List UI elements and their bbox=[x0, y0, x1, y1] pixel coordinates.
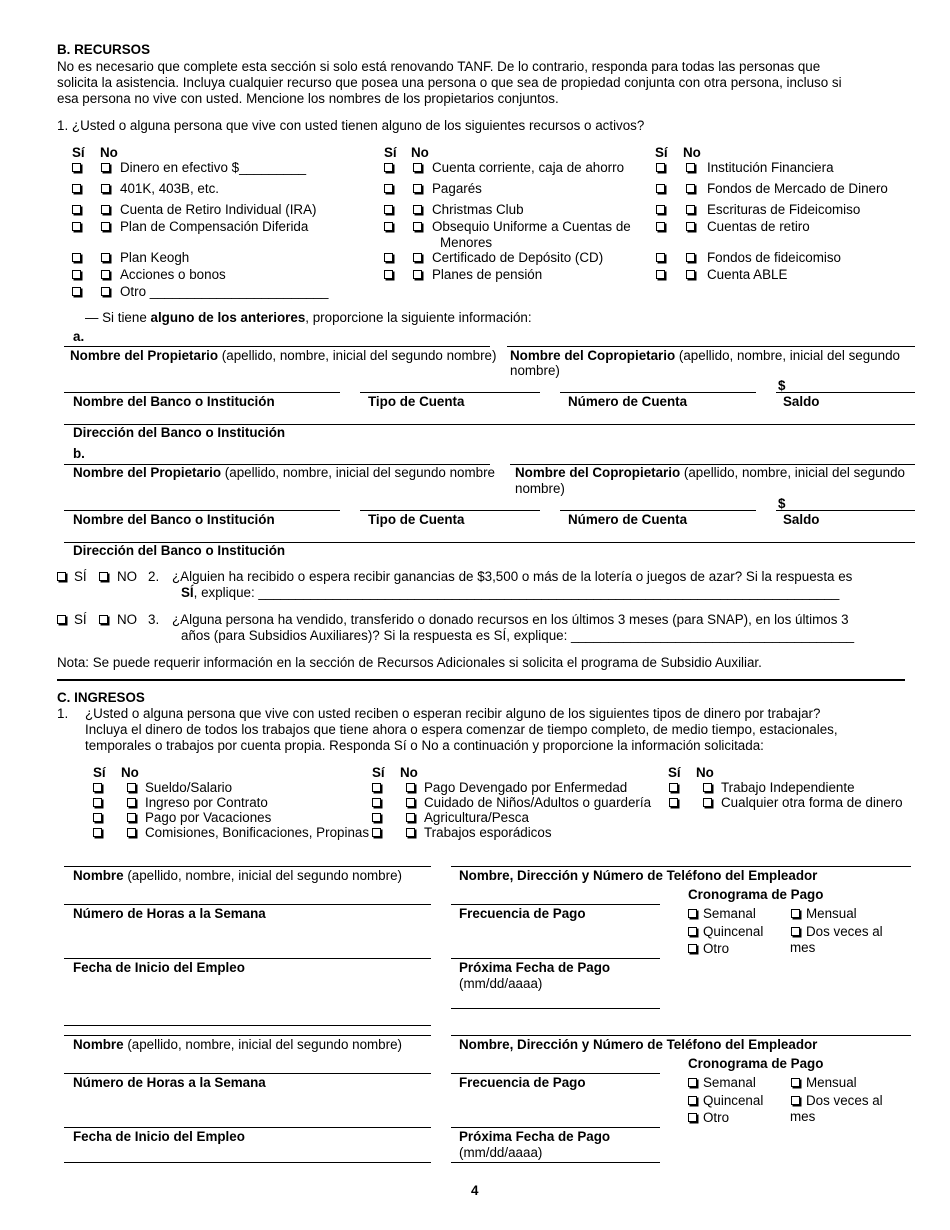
resource-yes-checkbox[interactable] bbox=[72, 270, 81, 279]
resource-item-label: Obsequio Uniforme a Cuentas de bbox=[432, 219, 631, 234]
income-item-label: Trabajo Independiente bbox=[721, 780, 855, 795]
no-header: No bbox=[121, 765, 139, 780]
income-item-label: Trabajos esporádicos bbox=[424, 825, 552, 840]
balance-label: Saldo bbox=[783, 394, 820, 409]
name-line[interactable] bbox=[64, 1035, 431, 1036]
page-number: 4 bbox=[471, 1183, 479, 1198]
income-item-label: Cualquier otra forma de dinero bbox=[721, 795, 903, 810]
q3-yes-checkbox[interactable] bbox=[57, 615, 66, 624]
income-yes-checkbox[interactable] bbox=[93, 783, 102, 792]
biweekly-label: Quincenal bbox=[703, 924, 764, 939]
resource-item-label: Certificado de Depósito (CD) bbox=[432, 250, 604, 265]
income-yes-checkbox[interactable] bbox=[372, 813, 381, 822]
q3-no-checkbox[interactable] bbox=[99, 615, 108, 624]
income-no-checkbox[interactable] bbox=[406, 783, 415, 792]
income-no-checkbox[interactable] bbox=[703, 798, 712, 807]
q3-explain[interactable]: años (para Subsidios Auxiliares)? Si la respuesta es SÍ, explique: ______________________________________ bbox=[181, 628, 855, 643]
owner-label: Nombre del Propietario (apellido, nombre, inicial del segundo nombre) bbox=[70, 348, 497, 363]
resource-no-checkbox[interactable] bbox=[686, 222, 695, 231]
account-a-label: a. bbox=[73, 329, 85, 344]
no-header: No bbox=[683, 145, 701, 160]
income-no-checkbox[interactable] bbox=[127, 828, 136, 837]
dollar-sign: $ bbox=[778, 496, 786, 511]
resource-item-label: Cuenta ABLE bbox=[707, 267, 788, 282]
hours-line[interactable] bbox=[64, 904, 431, 905]
resource-item-label: Acciones o bonos bbox=[120, 267, 226, 282]
coowner-line[interactable] bbox=[507, 346, 915, 347]
date-format-label: (mm/dd/aaaa) bbox=[459, 1145, 543, 1160]
balance-label: Saldo bbox=[783, 512, 820, 527]
frequency-label: Frecuencia de Pago bbox=[459, 906, 586, 921]
resource-yes-checkbox[interactable] bbox=[72, 184, 81, 193]
next-pay-label: Próxima Fecha de Pago bbox=[459, 1129, 611, 1144]
q2-no-label: NO bbox=[117, 569, 138, 584]
resource-yes-checkbox[interactable] bbox=[656, 253, 665, 262]
if-any-pre: — Si tiene bbox=[85, 310, 151, 325]
hours-line[interactable] bbox=[64, 1073, 431, 1074]
balance-line[interactable] bbox=[776, 392, 915, 393]
employer-line[interactable] bbox=[451, 1035, 911, 1036]
resource-yes-checkbox[interactable] bbox=[72, 205, 81, 214]
resource-item-continuation: Menores bbox=[440, 235, 493, 250]
yes-header: Sí bbox=[655, 145, 668, 160]
income-item-label: Pago por Vacaciones bbox=[145, 810, 272, 825]
income-no-checkbox[interactable] bbox=[127, 813, 136, 822]
dollar-sign: $ bbox=[778, 378, 786, 393]
date-format-label: (mm/dd/aaaa) bbox=[459, 976, 543, 991]
resource-item-label: Fondos de fideicomiso bbox=[707, 250, 841, 265]
q3-no-label: NO bbox=[117, 612, 138, 627]
resource-yes-checkbox[interactable] bbox=[384, 205, 393, 214]
income-item-label: Comisiones, Bonificaciones, Propinas bbox=[145, 825, 370, 840]
resource-yes-checkbox[interactable] bbox=[72, 222, 81, 231]
resource-yes-checkbox[interactable] bbox=[72, 163, 81, 172]
resources-intro-2: solicita la asistencia. Incluya cualquier recurso que posea una persona o que sea de propiedad conjunta con otra persona, incluso si bbox=[57, 75, 842, 90]
coowner-label: Nombre del Copropietario (apellido, nombre, inicial del segundo bbox=[515, 465, 905, 480]
pay-schedule-label: Cronograma de Pago bbox=[688, 1056, 824, 1071]
start-date-label: Fecha de Inicio del Empleo bbox=[73, 1129, 245, 1144]
start-date-bottom-line[interactable] bbox=[64, 1162, 431, 1163]
bank-name-label: Nombre del Banco o Institución bbox=[73, 394, 275, 409]
no-header: No bbox=[100, 145, 118, 160]
resource-yes-checkbox[interactable] bbox=[384, 270, 393, 279]
employee-name-label: Nombre (apellido, nombre, inicial del segundo nombre) bbox=[73, 1037, 402, 1052]
twice-month-label-cont: mes bbox=[790, 940, 816, 955]
resource-yes-checkbox[interactable] bbox=[656, 163, 665, 172]
resource-item-label: Fondos de Mercado de Dinero bbox=[707, 181, 888, 196]
resource-item-label: Escrituras de Fideicomiso bbox=[707, 202, 861, 217]
income-heading: C. INGRESOS bbox=[57, 690, 145, 705]
twice-month-label: Dos veces al bbox=[806, 924, 883, 939]
resource-yes-checkbox[interactable] bbox=[384, 163, 393, 172]
account-number-label: Número de Cuenta bbox=[568, 394, 688, 409]
resource-yes-checkbox[interactable] bbox=[384, 253, 393, 262]
resource-item-label: Cuenta corriente, caja de ahorro bbox=[432, 160, 625, 175]
income-item-label: Sueldo/Salario bbox=[145, 780, 233, 795]
other-checkbox[interactable] bbox=[688, 1113, 697, 1122]
income-no-checkbox[interactable] bbox=[406, 798, 415, 807]
income-yes-checkbox[interactable] bbox=[372, 828, 381, 837]
account-type-label: Tipo de Cuenta bbox=[368, 512, 465, 527]
bank-name-line[interactable] bbox=[64, 392, 340, 393]
coowner-label-cont: nombre) bbox=[515, 481, 565, 496]
bank-address-label: Dirección del Banco o Institución bbox=[73, 425, 286, 440]
hours-label: Número de Horas a la Semana bbox=[73, 1075, 266, 1090]
q2-no-checkbox[interactable] bbox=[99, 572, 108, 581]
income-yes-checkbox[interactable] bbox=[669, 783, 678, 792]
pay-schedule-label: Cronograma de Pago bbox=[688, 887, 824, 902]
q3-yes-label: SÍ bbox=[74, 612, 87, 627]
income-item-label: Ingreso por Contrato bbox=[145, 795, 268, 810]
resources-heading: B. RECURSOS bbox=[57, 42, 151, 57]
resource-no-checkbox[interactable] bbox=[686, 205, 695, 214]
income-item-label: Pago Devengado por Enfermedad bbox=[424, 780, 628, 795]
weekly-label: Semanal bbox=[703, 906, 756, 921]
next-pay-label: Próxima Fecha de Pago bbox=[459, 960, 611, 975]
income-no-checkbox[interactable] bbox=[703, 783, 712, 792]
resources-intro-3: esa persona no vive con usted. Mencione los nombres de los propietarios conjuntos. bbox=[57, 91, 559, 106]
frequency-label: Frecuencia de Pago bbox=[459, 1075, 586, 1090]
income-no-checkbox[interactable] bbox=[406, 813, 415, 822]
resource-item-label: Plan Keogh bbox=[120, 250, 190, 265]
no-header: No bbox=[696, 765, 714, 780]
no-header: No bbox=[400, 765, 418, 780]
q2-number: 2. bbox=[148, 569, 160, 584]
resource-no-checkbox[interactable] bbox=[101, 184, 110, 193]
income-item-label: Cuidado de Niños/Adultos o guardería bbox=[424, 795, 652, 810]
resource-yes-checkbox[interactable] bbox=[656, 205, 665, 214]
hours-label: Número de Horas a la Semana bbox=[73, 906, 266, 921]
weekly-label: Semanal bbox=[703, 1075, 756, 1090]
resource-yes-checkbox[interactable] bbox=[656, 222, 665, 231]
resource-item-label: Cuentas de retiro bbox=[707, 219, 810, 234]
other-checkbox[interactable] bbox=[688, 944, 697, 953]
block-divider-line bbox=[451, 1008, 660, 1009]
employer-label: Nombre, Dirección y Número de Teléfono del Empleador bbox=[459, 1037, 818, 1052]
frequency-line[interactable] bbox=[451, 904, 660, 905]
resource-no-checkbox[interactable] bbox=[686, 184, 695, 193]
income-yes-checkbox[interactable] bbox=[372, 798, 381, 807]
income-no-checkbox[interactable] bbox=[127, 798, 136, 807]
resources-question-1: 1. ¿Usted o alguna persona que vive con usted tienen alguno de los siguientes recursos o activos? bbox=[57, 118, 645, 133]
resource-yes-checkbox[interactable] bbox=[656, 184, 665, 193]
biweekly-checkbox[interactable] bbox=[688, 1096, 697, 1105]
account-number-line[interactable] bbox=[560, 510, 756, 511]
resource-no-checkbox[interactable] bbox=[413, 270, 422, 279]
q3-number: 3. bbox=[148, 612, 160, 627]
biweekly-checkbox[interactable] bbox=[688, 927, 697, 936]
next-pay-line[interactable] bbox=[451, 1127, 660, 1128]
employer-line[interactable] bbox=[451, 866, 911, 867]
bank-name-line[interactable] bbox=[64, 510, 340, 511]
name-line[interactable] bbox=[64, 866, 431, 867]
monthly-label: Mensual bbox=[806, 1075, 857, 1090]
resource-yes-checkbox[interactable] bbox=[72, 253, 81, 262]
q2-yes-label: SÍ bbox=[74, 569, 87, 584]
resource-no-checkbox[interactable] bbox=[413, 205, 422, 214]
if-any-instruction bbox=[85, 310, 532, 326]
other-label: Otro bbox=[703, 1110, 730, 1125]
income-no-checkbox[interactable] bbox=[406, 828, 415, 837]
resource-item-label: Dinero en efectivo $_________ bbox=[120, 160, 307, 175]
resource-no-checkbox[interactable] bbox=[101, 253, 110, 262]
resource-item-label: Christmas Club bbox=[432, 202, 524, 217]
q2-yes-checkbox[interactable] bbox=[57, 572, 66, 581]
weekly-checkbox[interactable] bbox=[688, 909, 697, 918]
next-pay-line[interactable] bbox=[451, 958, 660, 959]
q2-text: ¿Alguien ha recibido o espera recibir ganancias de $3,500 o más de la lotería o juegos de azar? Si la respuesta es bbox=[172, 569, 853, 584]
resources-intro-1: No es necesario que complete esta sección si solo está renovando TANF. De lo contrario, responda para todas las personas que bbox=[57, 59, 821, 74]
yes-header: Sí bbox=[372, 765, 385, 780]
resource-yes-checkbox[interactable] bbox=[656, 270, 665, 279]
yes-header: Sí bbox=[72, 145, 85, 160]
account-number-line[interactable] bbox=[560, 392, 756, 393]
income-intro-3: temporales o trabajos por cuenta propia. Responda Sí o No a continuación y proporcione la información solicitada: bbox=[85, 738, 764, 753]
yes-header: Sí bbox=[93, 765, 106, 780]
resource-no-checkbox[interactable] bbox=[686, 253, 695, 262]
resource-yes-checkbox[interactable] bbox=[384, 222, 393, 231]
bank-name-label: Nombre del Banco o Institución bbox=[73, 512, 275, 527]
resource-no-checkbox[interactable] bbox=[101, 222, 110, 231]
twice-month-checkbox[interactable] bbox=[791, 927, 800, 936]
coowner-label: Nombre del Copropietario (apellido, nombre, inicial del segundo bbox=[510, 348, 900, 363]
employer-label: Nombre, Dirección y Número de Teléfono del Empleador bbox=[459, 868, 818, 883]
twice-month-checkbox[interactable] bbox=[791, 1096, 800, 1105]
employee-name-label: Nombre (apellido, nombre, inicial del segundo nombre) bbox=[73, 868, 402, 883]
account-number-label: Número de Cuenta bbox=[568, 512, 688, 527]
resource-yes-checkbox[interactable] bbox=[384, 184, 393, 193]
yes-header: Sí bbox=[384, 145, 397, 160]
resource-no-checkbox[interactable] bbox=[101, 287, 110, 296]
resource-no-checkbox[interactable] bbox=[101, 270, 110, 279]
coowner-label-cont: nombre) bbox=[510, 363, 560, 378]
monthly-checkbox[interactable] bbox=[791, 909, 800, 918]
resource-no-checkbox[interactable] bbox=[413, 253, 422, 262]
start-date-line[interactable] bbox=[64, 1127, 431, 1128]
bank-address-label: Dirección del Banco o Institución bbox=[73, 543, 286, 558]
owner-label: Nombre del Propietario (apellido, nombre, inicial del segundo nombre bbox=[73, 465, 496, 480]
resource-item-label: Otro ________________________ bbox=[120, 284, 329, 299]
resource-item-label: Plan de Compensación Diferida bbox=[120, 219, 309, 234]
resource-no-checkbox[interactable] bbox=[101, 205, 110, 214]
account-type-line[interactable] bbox=[360, 510, 540, 511]
income-no-checkbox[interactable] bbox=[127, 783, 136, 792]
yes-header: Sí bbox=[668, 765, 681, 780]
resource-no-checkbox[interactable] bbox=[413, 184, 422, 193]
twice-month-label: Dos veces al bbox=[806, 1093, 883, 1108]
monthly-checkbox[interactable] bbox=[791, 1078, 800, 1087]
if-any-post: , proporcione la siguiente información: bbox=[305, 310, 532, 325]
resource-no-checkbox[interactable] bbox=[101, 163, 110, 172]
weekly-checkbox[interactable] bbox=[688, 1078, 697, 1087]
income-yes-checkbox[interactable] bbox=[372, 783, 381, 792]
resource-item-label: Cuenta de Retiro Individual (IRA) bbox=[120, 202, 317, 217]
income-intro-2: Incluya el dinero de todos los trabajos que tiene ahora o espera comenzar de tiempo completo, de medio tiempo, estacionales, bbox=[85, 722, 838, 737]
resources-note: Nota: Se puede requerir información en la sección de Recursos Adicionales si solicita el programa de Subsidio Auxiliar. bbox=[57, 655, 762, 670]
income-yes-checkbox[interactable] bbox=[93, 813, 102, 822]
start-date-label: Fecha de Inicio del Empleo bbox=[73, 960, 245, 975]
resource-item-label: Planes de pensión bbox=[432, 267, 543, 282]
section-divider bbox=[57, 679, 905, 681]
resource-yes-checkbox[interactable] bbox=[72, 287, 81, 296]
income-number: 1. bbox=[57, 706, 69, 721]
income-yes-checkbox[interactable] bbox=[93, 798, 102, 807]
resource-no-checkbox[interactable] bbox=[413, 222, 422, 231]
twice-month-label-cont: mes bbox=[790, 1109, 816, 1124]
resource-no-checkbox[interactable] bbox=[413, 163, 422, 172]
account-b-label: b. bbox=[73, 446, 85, 461]
biweekly-label: Quincenal bbox=[703, 1093, 764, 1108]
no-header: No bbox=[411, 145, 429, 160]
resource-no-checkbox[interactable] bbox=[686, 270, 695, 279]
monthly-label: Mensual bbox=[806, 906, 857, 921]
account-type-label: Tipo de Cuenta bbox=[368, 394, 465, 409]
income-intro-1: ¿Usted o alguna persona que vive con usted reciben o esperan recibir alguno de los siguientes tipos de dinero por trabajar? bbox=[85, 706, 821, 721]
q3-text: ¿Alguna persona ha vendido, transferido o donado recursos en los últimos 3 meses (para SNAP), en los últimos 3 bbox=[172, 612, 849, 627]
resource-item-label: Institución Financiera bbox=[707, 160, 834, 175]
resource-no-checkbox[interactable] bbox=[686, 163, 695, 172]
block-divider-line bbox=[64, 1025, 431, 1026]
account-type-line[interactable] bbox=[360, 392, 540, 393]
balance-line[interactable] bbox=[776, 510, 915, 511]
resource-item-label: 401K, 403B, etc. bbox=[120, 181, 220, 196]
if-any-bold: alguno de los anteriores bbox=[150, 310, 306, 325]
resource-item-label: Pagarés bbox=[432, 181, 482, 196]
start-date-line[interactable] bbox=[64, 958, 431, 959]
owner-line[interactable] bbox=[64, 346, 490, 347]
other-label: Otro bbox=[703, 941, 730, 956]
q2-explain[interactable]: SÍ, explique: ______________________________________________________________________________ bbox=[181, 585, 840, 600]
income-item-label: Agricultura/Pesca bbox=[424, 810, 529, 825]
next-pay-bottom-line[interactable] bbox=[451, 1162, 660, 1163]
frequency-line[interactable] bbox=[451, 1073, 660, 1074]
income-yes-checkbox[interactable] bbox=[93, 828, 102, 837]
income-yes-checkbox[interactable] bbox=[669, 798, 678, 807]
